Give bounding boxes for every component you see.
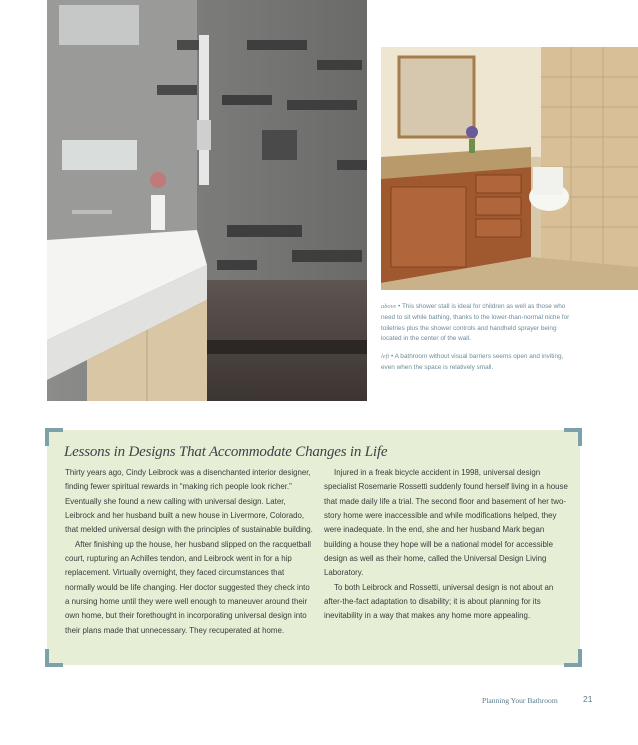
paragraph: To both Leibrock and Rossetti, universal design is not about an after-the-fact adaptation to disability; it is about planning for its inevitability in a way that makes any home more appealing.: [324, 582, 554, 621]
corner-bracket: [45, 649, 63, 667]
corner-bracket: [564, 649, 582, 667]
caption-lead: above: [381, 303, 397, 310]
sidebar-box: [47, 430, 580, 665]
caption-text: A bathroom without visual barriers seems open and inviting, even when the space is relatively small.: [381, 353, 564, 371]
page-number: 21: [583, 694, 593, 704]
corner-bracket: [45, 428, 63, 446]
shower-illustration: [47, 0, 367, 401]
paragraph: Thirty years ago, Cindy Leibrock was a disenchanted interior designer, finding fewer spiritual rewards in “making rich people look richer.” Eventually she found a new calling with universal design. Later, Leibrock and her husband built a new house in Livermore, Colorado, that melded universal design with the principles of sustainable building.: [65, 468, 313, 535]
sidebar-title: Lessons in Designs That Accommodate Changes in Life: [64, 444, 388, 460]
bathroom-illustration: [381, 47, 638, 290]
caption-left: [381, 352, 571, 374]
caption-text: This shower stall is ideal for children as well as those who need to sit while bathing, thanks to the lower-than-normal niche for toiletries plus the shower controls and handheld sprayer being located in the center of the wall.: [381, 303, 570, 343]
caption-lead: left: [381, 353, 390, 361]
caption-dash: •: [390, 353, 395, 361]
shower-photo: [47, 0, 367, 401]
sidebar-column-2: [324, 466, 569, 624]
running-footer-title: Planning Your Bathroom: [482, 696, 558, 705]
bathroom-photo: [381, 47, 638, 290]
paragraph: Injured in a freak bicycle accident in 1998, universal design specialist Rosemarie Rossetti suddenly found herself living in a house that made daily life a trial. The second floor and basement of her two-story home were inaccessible and while modifications helped, they were inadequate. In the end, she and her husband Mark began building a house they hope will be a national model for accessible design as well as their home, called the Universal Design Living Laboratory.: [324, 468, 568, 578]
corner-bracket: [564, 428, 582, 446]
caption-above: [381, 302, 571, 345]
paragraph: After finishing up the house, her husband slipped on the racquetball court, rupturing an Achilles tendon, and Leibrock went in for a hip replacement. Virtually overnight, they faced circumstances that normally would be life changing. Her doctor suggested they check into a nursing home until they were well enough to maneuver around their own home, but their forethought in incorporating universal design into their plans made that unnecessary. They recuperated at home.: [65, 539, 312, 635]
sidebar-column-1: [65, 466, 313, 638]
photo-captions: [381, 302, 571, 381]
caption-dash: •: [398, 303, 402, 310]
